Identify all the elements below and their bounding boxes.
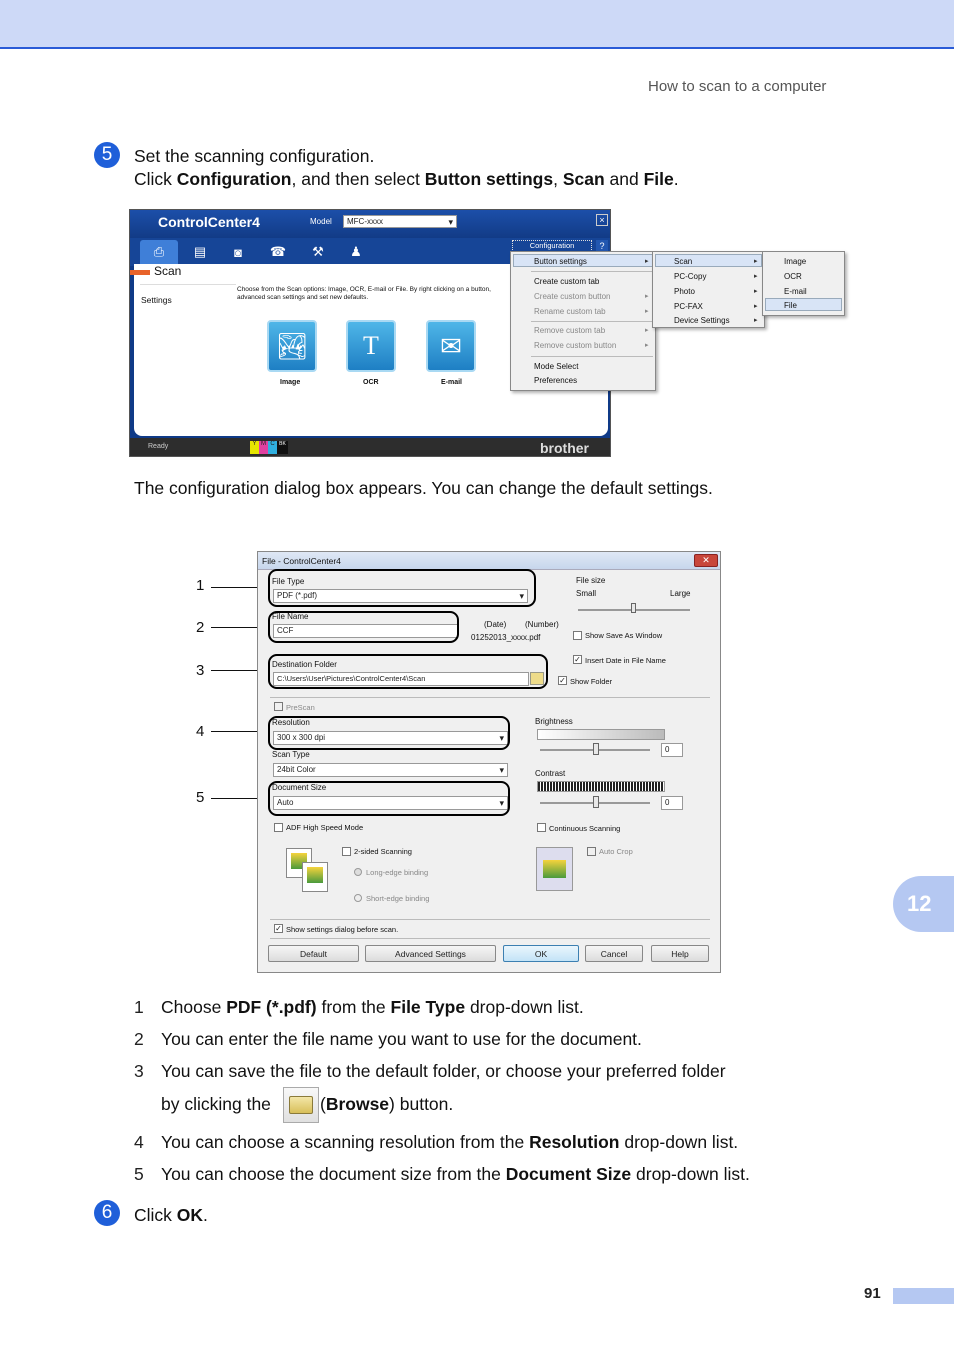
adf-high-speed-checkbox[interactable] (274, 823, 283, 832)
status-text: Ready (148, 443, 169, 450)
document-size-select[interactable]: Auto ▾ (273, 796, 508, 810)
close-icon[interactable]: ✕ (694, 554, 718, 567)
destination-folder-input[interactable]: C:\Users\User\Pictures\ControlCenter4\Scan (273, 672, 529, 686)
chevron-right-icon: ▸ (754, 288, 758, 295)
device-settings-tab-icon[interactable]: ⚒ (312, 244, 324, 259)
submenu-file[interactable]: File (784, 301, 797, 310)
scan-type-select[interactable]: 24bit Color ▾ (273, 763, 508, 777)
callout-1: 1 (196, 577, 205, 594)
list-2-number: 2 (134, 1029, 144, 1049)
two-sided-label: 2-sided Scanning (354, 847, 412, 856)
duplex-page-icon (302, 862, 328, 892)
show-settings-checkbox[interactable]: ✓ (275, 924, 282, 933)
menu-create-custom-button[interactable]: Create custom button (534, 292, 611, 301)
chapter-tab: 12 (893, 876, 954, 932)
adf-high-speed-label: ADF High Speed Mode (286, 823, 364, 832)
menu-highlight (765, 298, 842, 311)
short-edge-label: Short-edge binding (366, 894, 430, 903)
settings-label[interactable]: Settings (141, 295, 172, 305)
model-select[interactable]: MFC-xxxx ▾ (343, 215, 457, 228)
number-label: (Number) (525, 620, 559, 629)
cc-description-2: advanced scan settings and set new defaults. (237, 294, 369, 301)
menu-create-custom-tab[interactable]: Create custom tab (534, 277, 600, 286)
prescan-label: PreScan (286, 703, 315, 712)
file-size-label: File size (576, 576, 606, 585)
submenu-scan[interactable]: Scan (674, 257, 693, 266)
long-edge-radio[interactable] (354, 868, 362, 876)
menu-highlight (655, 254, 762, 267)
long-edge-label: Long-edge binding (366, 868, 429, 877)
step-5-line-1: Set the scanning configuration. (134, 146, 375, 166)
submenu-device-settings[interactable]: Device Settings (674, 316, 730, 325)
submenu-email[interactable]: E-mail (784, 287, 807, 296)
support-tab-icon[interactable]: ♟ (350, 244, 362, 259)
cc-title: ControlCenter4 (158, 214, 260, 230)
submenu-photo[interactable]: Photo (674, 287, 695, 296)
two-sided-checkbox[interactable] (342, 847, 351, 856)
file-size-small: Small (576, 589, 597, 598)
show-folder-label: Show Folder (570, 677, 613, 686)
list-3-text-3: (Browse) button. (320, 1094, 454, 1114)
chevron-right-icon: ▸ (754, 273, 758, 280)
list-3-text: You can save the file to the default folder, or choose your preferred folder (161, 1061, 726, 1081)
continuous-scanning-checkbox[interactable] (537, 823, 546, 832)
highlight-destination-folder (268, 654, 548, 689)
list-2-text: You can enter the file name you want to use for the document. (161, 1029, 642, 1049)
list-1-text: Choose PDF (*.pdf) from the File Type drop-down list. (161, 997, 584, 1017)
ink-yellow: Y (250, 441, 259, 454)
date-label: (Date) (484, 620, 507, 629)
document-size-label: Document Size (272, 783, 327, 792)
top-band (0, 0, 954, 49)
chevron-right-icon: ▸ (645, 293, 649, 300)
chevron-right-icon: ▸ (754, 317, 758, 324)
chevron-right-icon: ▸ (754, 303, 758, 310)
menu-remove-custom-button[interactable]: Remove custom button (534, 341, 617, 350)
submenu-ocr[interactable]: OCR (784, 272, 802, 281)
advanced-settings-button[interactable]: Advanced Settings (365, 945, 496, 962)
file-size-large: Large (670, 589, 691, 598)
brightness-slider-thumb[interactable] (593, 743, 599, 755)
auto-crop-icon (536, 847, 573, 891)
dialog-separator (270, 697, 710, 698)
scan-type-label: Scan Type (272, 750, 310, 759)
file-name-label: File Name (272, 612, 309, 621)
submenu-pc-copy[interactable]: PC-Copy (674, 272, 707, 281)
list-3-number: 3 (134, 1061, 144, 1081)
show-save-as-checkbox[interactable] (573, 631, 582, 640)
ink-cyan: C (268, 441, 277, 454)
contrast-value[interactable]: 0 (661, 796, 683, 810)
menu-separator (531, 321, 653, 322)
show-folder-checkbox[interactable]: ✓ (559, 676, 566, 685)
destination-folder-label: Destination Folder (272, 660, 337, 669)
insert-date-checkbox[interactable]: ✓ (574, 655, 581, 664)
photo-tab-icon[interactable]: ◙ (234, 244, 242, 260)
image-button-icon[interactable]: 🏞 (267, 320, 317, 372)
ocr-button-icon[interactable]: T (346, 320, 396, 372)
callout-2: 2 (196, 619, 205, 636)
help-button[interactable]: Help (651, 945, 709, 962)
chevron-right-icon: ▸ (645, 327, 649, 334)
brightness-gauge (537, 729, 665, 740)
button-settings-submenu (652, 251, 765, 328)
list-1-number: 1 (134, 997, 144, 1017)
step-6-badge: 6 (94, 1200, 120, 1226)
cc-titlebar (130, 210, 611, 238)
chevron-right-icon: ▸ (645, 258, 649, 265)
browse-icon (283, 1087, 319, 1123)
menu-remove-custom-tab[interactable]: Remove custom tab (534, 326, 606, 335)
show-save-as-label: Show Save As Window (585, 631, 663, 640)
submenu-pc-fax[interactable]: PC-FAX (674, 302, 703, 311)
menu-rename-custom-tab[interactable]: Rename custom tab (534, 307, 606, 316)
prescan-checkbox[interactable] (274, 702, 283, 711)
caption-config-dialog: The configuration dialog box appears. You can change the default settings. (134, 478, 713, 498)
scan-marker (130, 270, 150, 275)
menu-button-settings[interactable]: Button settings (534, 257, 587, 266)
ink-black: BK (277, 441, 288, 454)
pc-copy-tab-icon[interactable]: ▤ (193, 244, 207, 259)
ink-magenta: M (259, 441, 268, 454)
continuous-scanning-label: Continuous Scanning (549, 824, 621, 833)
file-type-label: File Type (272, 577, 305, 586)
file-name-example: 01252013_xxxx.pdf (471, 633, 541, 642)
dialog-titlebar (258, 552, 720, 570)
ok-button[interactable]: OK (503, 945, 579, 962)
highlight-resolution (268, 716, 510, 750)
ocr-button-label: OCR (363, 379, 379, 386)
scan-submenu (762, 251, 845, 316)
auto-crop-checkbox[interactable] (587, 847, 596, 856)
show-settings-label: Show settings dialog before scan. (286, 925, 399, 934)
file-name-input[interactable]: CCF (273, 624, 458, 638)
scan-tab-icon[interactable]: ⎙ (140, 240, 178, 264)
brand-logo: brother (540, 440, 589, 456)
chevron-right-icon: ▸ (645, 342, 649, 349)
menu-separator (531, 356, 653, 357)
brightness-label: Brightness (535, 717, 573, 726)
list-4-text: You can choose a scanning resolution from the Resolution drop-down list. (161, 1132, 739, 1152)
cancel-button[interactable]: Cancel (585, 945, 643, 962)
list-5-number: 5 (134, 1164, 144, 1184)
contrast-label: Contrast (535, 769, 566, 778)
dialog-separator (270, 919, 710, 920)
section-header: How to scan to a computer (648, 78, 827, 95)
divider (140, 284, 236, 285)
menu-separator (531, 271, 653, 272)
menu-preferences[interactable]: Preferences (534, 376, 578, 385)
callout-3: 3 (196, 662, 205, 679)
contrast-slider-thumb[interactable] (593, 796, 599, 808)
dialog-separator (270, 938, 710, 939)
submenu-image[interactable]: Image (784, 257, 807, 266)
cc-description: Choose from the Scan options: Image, OCR, E-mail or File. By right clicking on a button, (237, 286, 491, 293)
brightness-value[interactable]: 0 (661, 743, 683, 757)
email-button-label: E-mail (441, 379, 463, 386)
highlight-file-name (268, 611, 459, 643)
callout-5: 5 (196, 789, 205, 806)
menu-mode-select[interactable]: Mode Select (534, 362, 579, 371)
page-number: 91 (864, 1285, 881, 1302)
scan-section-label: Scan (154, 264, 182, 278)
list-3-text-2: by clicking the (161, 1094, 271, 1114)
list-4-number: 4 (134, 1132, 144, 1152)
step-5-line-2: Click Configuration, and then select Button settings, Scan and File. (134, 169, 679, 189)
dialog-title: File - ControlCenter4 (262, 556, 341, 566)
model-label: Model (310, 217, 332, 226)
cc-status-bar (130, 438, 611, 457)
list-5-text: You can choose the document size from the Document Size drop-down list. (161, 1164, 750, 1184)
help-icon[interactable]: ? (596, 240, 608, 252)
configuration-menu (510, 251, 656, 391)
highlight-document-size (268, 781, 510, 816)
close-icon[interactable]: × (596, 214, 608, 226)
file-type-select[interactable]: PDF (*.pdf) ▾ (273, 589, 528, 603)
file-size-slider-thumb[interactable] (631, 603, 636, 613)
default-button[interactable]: Default (268, 945, 359, 962)
pcfax-tab-icon[interactable]: ☎ (269, 244, 287, 259)
chevron-right-icon: ▸ (645, 308, 649, 315)
insert-date-label: Insert Date in File Name (585, 656, 666, 665)
page-number-bar (893, 1288, 954, 1304)
step-6-text: Click OK. (134, 1205, 208, 1225)
callout-4: 4 (196, 723, 205, 740)
configuration-button[interactable]: Configuration (512, 240, 592, 252)
image-button-label: Image (280, 379, 301, 386)
auto-crop-label: Auto Crop (599, 847, 633, 856)
short-edge-radio[interactable] (354, 894, 362, 902)
email-button-icon[interactable]: ✉ (426, 320, 476, 372)
step-5-badge: 5 (94, 142, 120, 168)
chevron-right-icon: ▸ (754, 258, 758, 265)
contrast-gauge (537, 781, 665, 792)
resolution-label: Resolution (272, 718, 310, 727)
resolution-select[interactable]: 300 x 300 dpi ▾ (273, 731, 508, 745)
highlight-file-type (268, 569, 536, 607)
